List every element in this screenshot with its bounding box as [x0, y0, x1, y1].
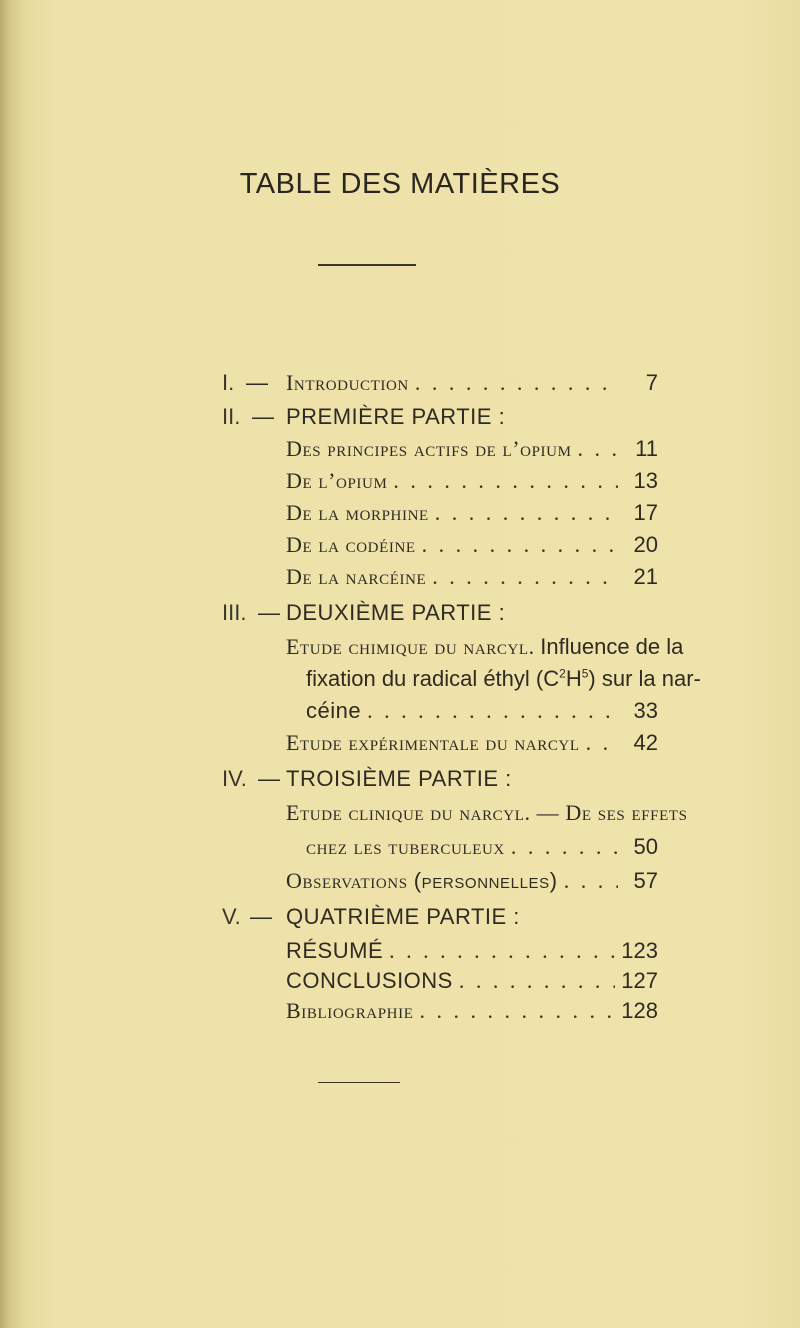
- page-number: 11: [635, 436, 658, 461]
- page-number: 42: [633, 730, 658, 755]
- dot-leader: [435, 500, 618, 526]
- entry-text: ) sur la nar-: [588, 666, 701, 691]
- entry-label: Introduction: [286, 370, 409, 395]
- numeral-part1: II.: [222, 404, 241, 429]
- dot-leader: [393, 468, 618, 494]
- entry-text: H: [565, 666, 582, 691]
- dot-leader: [511, 834, 618, 860]
- entry-label: Etude chimique du narcyl.: [286, 634, 535, 659]
- entry-label: chez les tuberculeux: [306, 834, 505, 859]
- page-number: 13: [633, 468, 658, 493]
- page-title: TABLE DES MATIÈRES: [239, 168, 561, 200]
- entry-label: RÉSUMÉ: [286, 938, 384, 963]
- end-rule: [318, 1082, 400, 1083]
- entry-label: Observations: [286, 868, 408, 893]
- page-number: 128: [621, 998, 658, 1023]
- toc-entry-morphine[interactable]: [286, 500, 658, 528]
- dot-leader: [432, 564, 618, 590]
- entry-label: De la morphine: [286, 500, 429, 525]
- entry-label: De la narcéine: [286, 564, 427, 589]
- entry-label: De l’opium: [286, 468, 388, 493]
- toc-entry-codeine[interactable]: [286, 532, 658, 560]
- page-number: 50: [633, 834, 658, 859]
- page-number: 127: [621, 968, 658, 993]
- toc-entry-bibliographie[interactable]: [286, 998, 658, 1026]
- toc-entry-etude-chimique-line2: [306, 666, 701, 692]
- title-rule: [318, 264, 416, 266]
- entry-label: Des principes actifs de l’opium: [286, 436, 572, 461]
- entry-label: céine: [306, 698, 362, 723]
- dot-leader: [586, 730, 618, 756]
- dot-leader: [415, 370, 618, 396]
- superscript: 2: [559, 666, 566, 681]
- toc-entry-etude-clinique-line2[interactable]: [306, 834, 658, 862]
- numeral-part3: IV.: [222, 766, 247, 791]
- page-number: 20: [633, 532, 658, 557]
- entry-label: CONCLUSIONS: [286, 968, 453, 993]
- toc-entry-etude-chimique-line1[interactable]: [286, 634, 683, 660]
- numeral-part2: III.: [222, 600, 247, 625]
- entry-text: fixation du radical éthyl (C: [306, 666, 560, 691]
- page-number: 7: [645, 370, 658, 395]
- dot-leader: [367, 698, 618, 724]
- dot-leader: [389, 938, 615, 964]
- part1-heading: PREMIÈRE PARTIE :: [286, 404, 506, 429]
- toc-entry-etude-experimentale[interactable]: [286, 730, 658, 758]
- toc-entry-opium[interactable]: [286, 468, 658, 496]
- page-number: 17: [633, 500, 658, 525]
- page-number: 57: [633, 868, 658, 893]
- dot-leader: [419, 998, 615, 1024]
- entry-label: De la codéine: [286, 532, 416, 557]
- superscript: 5: [581, 666, 589, 681]
- dot-leader: [459, 968, 615, 994]
- numeral-part4: V.: [222, 904, 241, 929]
- dash: —: [258, 766, 280, 791]
- dash: —: [250, 904, 272, 929]
- entry-label: Etude expérimentale du narcyl: [286, 730, 580, 755]
- part2-heading: DEUXIÈME PARTIE :: [286, 600, 506, 625]
- dash: —: [252, 404, 274, 429]
- dot-leader: [422, 532, 618, 558]
- toc-entry-conclusions[interactable]: [286, 968, 658, 996]
- toc-entry-etude-clinique-line1[interactable]: Etude clinique du narcyl. — De ses effets: [286, 800, 688, 825]
- toc-entry-observations[interactable]: [286, 868, 658, 896]
- page-number: 21: [633, 564, 658, 589]
- toc-entry-resume[interactable]: [286, 938, 658, 966]
- entry-label: Bibliographie: [286, 998, 414, 1023]
- toc-entry-etude-chimique-line3[interactable]: [306, 698, 658, 726]
- toc-entry-narceine[interactable]: [286, 564, 658, 592]
- toc-entry-introduction[interactable]: [286, 370, 658, 398]
- part3-heading: TROISIÈME PARTIE :: [286, 766, 512, 791]
- part4-heading: QUATRIÈME PARTIE :: [286, 904, 520, 929]
- dash: —: [246, 370, 268, 395]
- entry-label-continued: (personnelles): [413, 868, 558, 893]
- toc-entry-principes-actifs[interactable]: [286, 436, 658, 464]
- dash: —: [258, 600, 280, 625]
- page-number: 33: [633, 698, 658, 723]
- page-number: 123: [621, 938, 658, 963]
- dot-leader: [564, 868, 618, 894]
- numeral-intro: I.: [222, 370, 235, 395]
- entry-label-continued: Influence de la: [540, 634, 684, 659]
- dot-leader: [578, 436, 618, 462]
